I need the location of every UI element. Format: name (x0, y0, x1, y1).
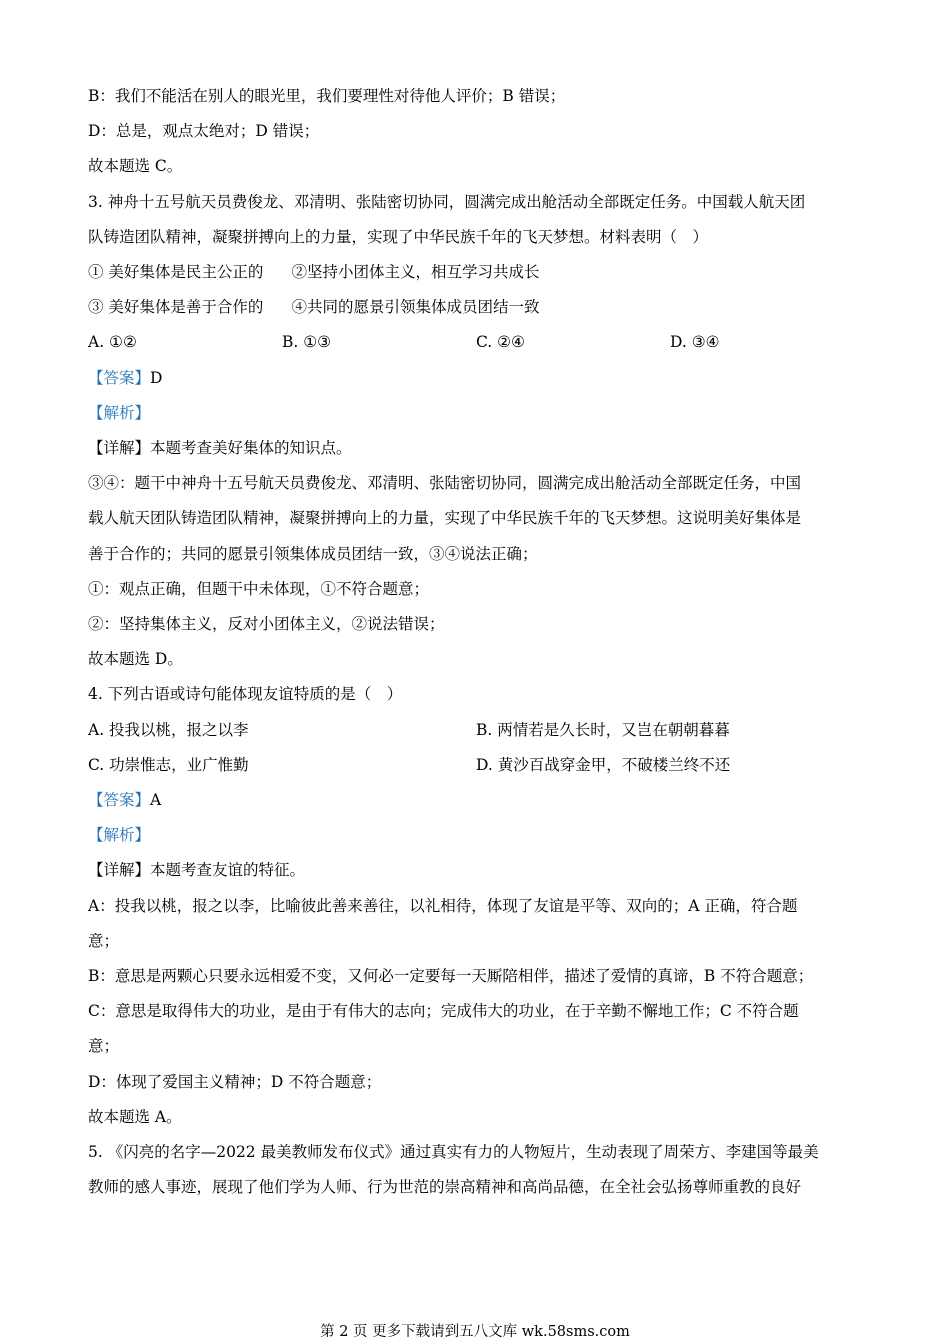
analysis-tag: 【解析】 (88, 403, 151, 422)
q4-explanation-c-line-2: 意； (88, 1037, 120, 1056)
detail-tag: 【详解】 (88, 861, 151, 880)
q3-option-c: C. ②④ (476, 333, 525, 352)
q4-answer (88, 783, 864, 818)
q4-detail-intro: 本题考查友谊的特征。 (150, 861, 306, 880)
q3-stem-line-2: 队铸造团队精神，凝聚拼搏向上的力量，实现了中华民族千年的飞天梦想。材料表明（ ） (88, 227, 709, 246)
q4-option-a: A. 投我以桃，报之以李 (88, 720, 249, 739)
q4-stem: 4. 下列古语或诗句能体现友谊特质的是（ ） (88, 685, 403, 704)
q3-explanation-line-2: 载人航天团队铸造团队精神，凝聚拼搏向上的力量，实现了中华民族千年的飞天梦想。这说明美好集体是 (88, 509, 802, 528)
q3-stem-line-1: 3. 神舟十五号航天员费俊龙、邓清明、张陆密切协同，圆满完成出舱活动全部既定任务。中国载人航天团 (88, 192, 806, 211)
q4-explanation-c-line-1: C：意思是取得伟大的功业，是由于有伟大的志向；完成伟大的功业，在于辛勤不懈地工作；C 不符合题 (88, 1002, 799, 1021)
q4-explanation-a-line-2: 意； (88, 931, 120, 950)
page-footer: 第 2 页 更多下载请到五八文库 wk.58sms.com (320, 1324, 630, 1340)
q4-option-b: B. 两情若是久长时，又岂在朝朝暮暮 (476, 720, 730, 739)
q5-stem-line-1: 5. 《闪亮的名字—2022 最美教师发布仪式》通过真实有力的人物短片，生动表现了周荣方、李建国等最美 (88, 1143, 819, 1162)
q3-answer-value: D (150, 368, 163, 387)
q3-option-d: D. ③④ (670, 333, 720, 352)
q3-statement-3: ③ 美好集体是善于合作的 (88, 298, 264, 317)
q4-explanation-d: D：体现了爱国主义精神；D 不符合题意； (88, 1072, 382, 1091)
q3-statements-row-1 (88, 255, 864, 290)
q4-explanation-b: B：意思是两颗心只要永远相爱不变，又何必一定要每一天厮陪相伴，描述了爱情的真谛，B 不符合题意； (88, 967, 814, 986)
q3-explanation-line-4: ①：观点正确，但题干中未体现，①不符合题意； (88, 579, 430, 598)
q4-options-row-1 (88, 713, 864, 748)
q5-stem-line-2: 教师的感人事迹，展现了他们学为人师、行为世范的崇高精神和高尚品德，在全社会弘扬尊师重教的良好 (88, 1178, 802, 1197)
q2-option-d-explanation: D：总是，观点太绝对；D 错误； (88, 122, 320, 141)
q3-options (88, 325, 864, 360)
q2-option-b-explanation: B：我们不能活在别人的眼光里，我们要理性对待他人评价；B 错误； (88, 87, 566, 105)
q3-detail-intro: 本题考查美好集体的知识点。 (150, 439, 352, 458)
q4-option-d: D. 黄沙百战穿金甲，不破楼兰终不还 (476, 755, 731, 774)
q4-analysis (88, 818, 864, 853)
q4-option-c: C. 功崇惟志，业广惟勤 (88, 755, 249, 774)
detail-tag: 【详解】 (88, 439, 151, 458)
q3-statement-2: ②坚持小团体主义，相互学习共成长 (291, 263, 540, 282)
q3-analysis (88, 396, 864, 431)
q3-answer (88, 361, 864, 396)
q3-explanation-line-3: 善于合作的；共同的愿景引领集体成员团结一致，③④说法正确； (88, 544, 538, 563)
q4-answer-value: A (150, 791, 162, 810)
q3-statements-row-2 (88, 290, 864, 325)
q3-statement-4: ④共同的愿景引领集体成员团结一致 (291, 298, 540, 317)
q3-detail (88, 431, 864, 466)
q3-explanation-line-1: ③④：题干中神舟十五号航天员费俊龙、邓清明、张陆密切协同，圆满完成出舱活动全部既定任务，中国 (88, 474, 802, 493)
page-content (88, 79, 864, 1206)
q2-conclusion: 故本题选 C。 (88, 157, 183, 176)
q3-explanation-line-5: ②：坚持集体主义，反对小团体主义，②说法错误； (88, 615, 445, 634)
analysis-tag: 【解析】 (88, 826, 151, 845)
q3-option-a: A. ①② (88, 333, 137, 352)
answer-tag: 【答案】 (88, 368, 151, 387)
q4-options-row-2 (88, 748, 864, 783)
answer-tag: 【答案】 (88, 791, 151, 810)
q4-conclusion: 故本题选 A。 (88, 1107, 182, 1126)
q3-option-b: B. ①③ (282, 333, 332, 352)
q3-conclusion: 故本题选 D。 (88, 650, 183, 669)
q3-statement-1: ① 美好集体是民主公正的 (88, 263, 264, 282)
q4-explanation-a-line-1: A：投我以桃，报之以李，比喻彼此善来善往，以礼相待，体现了友谊是平等、双向的；A 正确，符合题 (88, 896, 798, 915)
q4-detail (88, 853, 864, 888)
